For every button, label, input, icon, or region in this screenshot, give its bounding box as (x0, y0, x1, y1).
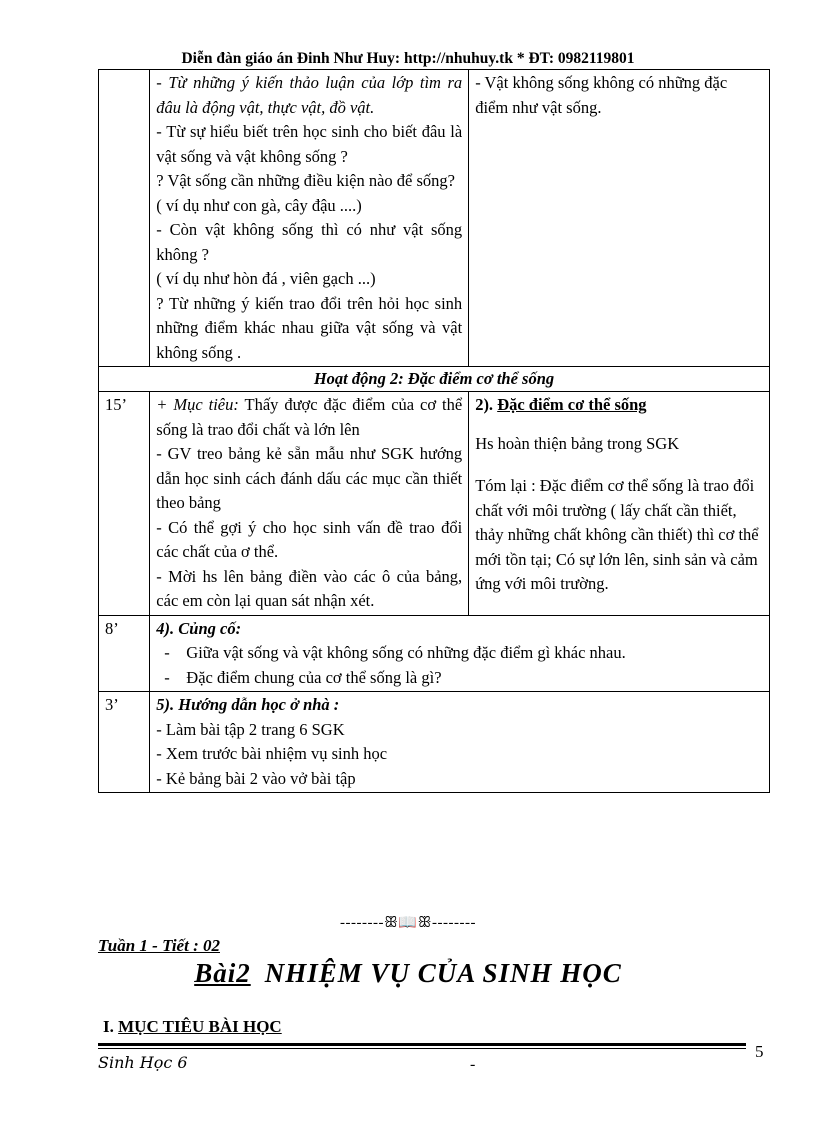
objectives-heading (103, 1017, 282, 1037)
teacher-line: - Từ những ý kiến thảo luận của lớp tìm ra đâu là động vật, thực vật, đồ vật. (156, 73, 463, 117)
student-line: - Vật không sống không có những đặc điểm như vật sống. (475, 73, 728, 117)
teacher-line: - GV treo bảng kẻ sẵn mẫu như SGK hướng dẫn học sinh cách đánh dấu các mục cần thiết theo bảng (156, 444, 463, 512)
objective-label: + Mục tiêu: (156, 395, 239, 414)
objective-text: Thấy được đặc điểm của cơ thể sống là trao đổi chất và lớn lên (156, 395, 463, 439)
student-heading (475, 393, 763, 418)
homework-item: - Làm bài tập 2 trang 6 SGK (156, 719, 345, 739)
activity-title-row (99, 367, 770, 392)
footer-mark: - (470, 1056, 476, 1073)
student-heading-num: 2). (475, 395, 494, 414)
homework-item: - Kẻ bảng bài 2 vào vở bài tập (156, 768, 356, 788)
table-row (99, 692, 770, 793)
time-cell: 3’ (99, 692, 150, 793)
teacher-line: ? Từ những ý kiến trao đổi trên hỏi học sinh những điểm khác nhau giữa vật sống và vật không sống . (156, 293, 463, 362)
page-number: 5 (755, 1042, 764, 1061)
lesson-table (98, 69, 770, 793)
teacher-line: - Từ sự hiểu biết trên học sinh cho biết đâu là vật sống và vật không sống ? (156, 122, 463, 166)
section-divider: --------ꕥ📖ꕥ-------- (340, 915, 476, 931)
homework-item: - Xem trước bài nhiệm vụ sinh học (156, 744, 388, 763)
teacher-line: ( ví dụ như hòn đá , viên gạch ...) (156, 269, 376, 288)
teacher-line: ( ví dụ như con gà, cây đậu ....) (156, 195, 362, 215)
review-title: 4). Củng cố: (156, 618, 242, 638)
student-cell (469, 392, 770, 616)
teacher-line: - Còn vật không sống thì có như vật sống không ? (156, 220, 463, 264)
lesson-number: Bài2 (194, 958, 251, 988)
page-header: Diễn đàn giáo án Đinh Như Huy: http://nhuhuy.tk * ĐT: 0982119801 (181, 50, 635, 67)
activity-title: Hoạt động 2: Đặc điểm cơ thể sống (99, 367, 770, 392)
student-summary: Tóm lại : Đặc điểm cơ thể sống là trao đổi chất với môi trường ( lấy chất cần thiết, thảy những chất không cần thiết) thì cơ thể mới tồn tại; Có sự lớn lên, sinh sản và cảm ứng với môi trường. (475, 476, 759, 593)
homework-title: 5). Hướng dẫn học ở nhà : (156, 695, 340, 714)
teacher-cell (150, 392, 469, 616)
week-label: Tuần 1 - Tiết : 02 (98, 936, 220, 955)
table-row (99, 392, 770, 616)
teacher-cell (150, 70, 469, 367)
review-cell (150, 615, 770, 692)
homework-cell (150, 692, 770, 793)
objectives-prefix: I. (103, 1017, 114, 1036)
footer-rule-thin (98, 1048, 746, 1049)
objective-line (156, 393, 462, 442)
student-line: Hs hoàn thiện bảng trong SGK (475, 433, 680, 453)
spacer (475, 456, 763, 474)
time-cell: 15’ (99, 392, 150, 616)
lesson-title-text: NHIỆM VỤ CỦA SINH HỌC (264, 958, 622, 988)
table-row (99, 615, 770, 692)
teacher-line: - Có thể gợi ý cho học sinh vấn đề trao đổi các chất của ơ thể. (156, 517, 463, 561)
lesson-title (0, 958, 816, 989)
time-cell: 8’ (99, 615, 150, 692)
review-item: - Đặc điểm chung của cơ thể sống là gì? (164, 667, 442, 687)
spacer (475, 418, 763, 432)
table-row (99, 70, 770, 367)
student-heading-text: Đặc điểm cơ thể sống (497, 395, 647, 414)
footer-rule-thick (98, 1043, 746, 1046)
teacher-line: ? Vật sống cần những điều kiện nào để sống? (156, 171, 455, 190)
teacher-line: - Mời hs lên bảng điền vào các ô của bảng, các em còn lại quan sát nhận xét. (156, 566, 463, 610)
footer-subject: Sinh Học 6 (98, 1053, 188, 1072)
student-cell (469, 70, 770, 367)
review-item: - Giữa vật sống và vật không sống có những đặc điểm gì khác nhau. (164, 643, 626, 662)
objectives-title: MỤC TIÊU BÀI HỌC (118, 1017, 282, 1036)
time-cell (99, 70, 150, 367)
